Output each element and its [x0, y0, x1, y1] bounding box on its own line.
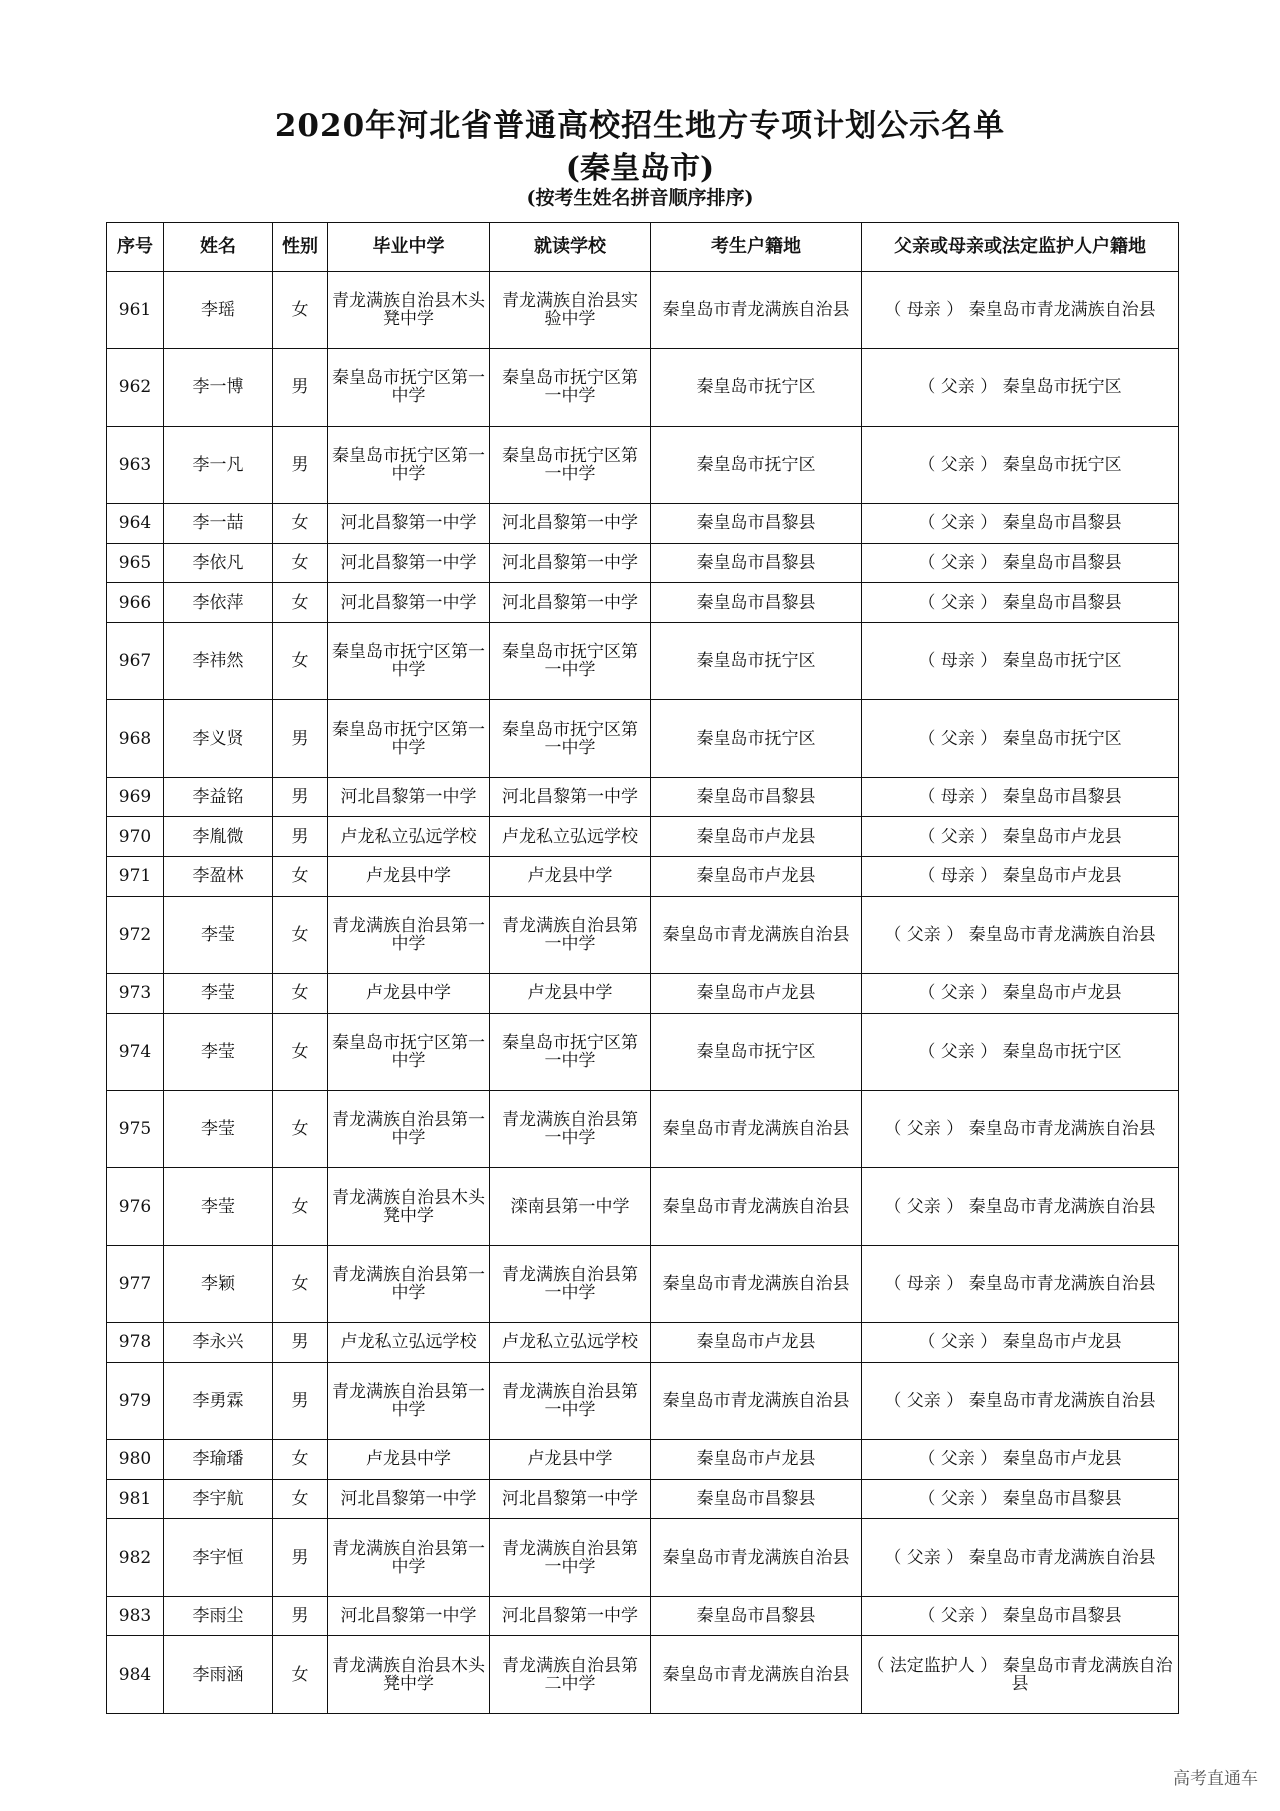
cell-guardian-household: （ 父亲 ） 秦皇岛市昌黎县 — [862, 543, 1179, 583]
cell-household: 秦皇岛市昌黎县 — [651, 1596, 862, 1636]
cell-seq: 978 — [107, 1323, 164, 1363]
table-row — [107, 817, 1179, 857]
cell-current-school: 青龙满族自治县第二中学 — [490, 1636, 651, 1714]
cell-grad-school: 青龙满族自治县木头凳中学 — [328, 1636, 490, 1714]
cell-grad-school: 河北昌黎第一中学 — [328, 583, 490, 623]
cell-seq: 968 — [107, 700, 164, 777]
cell-grad-school: 青龙满族自治县第一中学 — [328, 896, 490, 973]
cell-name: 李义贤 — [164, 700, 273, 777]
cell-grad-school: 青龙满族自治县第一中学 — [328, 1245, 490, 1322]
cell-guardian-household: （ 母亲 ） 秦皇岛市抚宁区 — [862, 623, 1179, 700]
cell-name: 李莹 — [164, 1013, 273, 1090]
cell-current-school: 卢龙私立弘远学校 — [490, 817, 651, 857]
cell-guardian-household: （ 父亲 ） 秦皇岛市卢龙县 — [862, 974, 1179, 1014]
cell-seq: 981 — [107, 1479, 164, 1519]
cell-gender: 女 — [273, 623, 328, 700]
cell-grad-school: 卢龙县中学 — [328, 1440, 490, 1480]
cell-name: 李莹 — [164, 974, 273, 1014]
cell-name: 李雨尘 — [164, 1596, 273, 1636]
cell-household: 秦皇岛市昌黎县 — [651, 1479, 862, 1519]
cell-seq: 982 — [107, 1519, 164, 1596]
cell-gender: 女 — [273, 1636, 328, 1714]
cell-gender: 女 — [273, 1479, 328, 1519]
cell-grad-school: 青龙满族自治县木头凳中学 — [328, 1168, 490, 1245]
cell-grad-school: 河北昌黎第一中学 — [328, 503, 490, 543]
cell-name: 李益铭 — [164, 777, 273, 817]
cell-grad-school: 秦皇岛市抚宁区第一中学 — [328, 426, 490, 503]
cell-current-school: 青龙满族自治县第一中学 — [490, 896, 651, 973]
cell-guardian-household: （ 父亲 ） 秦皇岛市青龙满族自治县 — [862, 1362, 1179, 1439]
cell-name: 李勇霖 — [164, 1362, 273, 1439]
page-subtitle: (秦皇岛市) — [565, 151, 715, 186]
cell-guardian-household: （ 父亲 ） 秦皇岛市昌黎县 — [862, 503, 1179, 543]
col-header-gender: 性别 — [273, 223, 328, 272]
table-header-row — [107, 223, 1179, 272]
cell-current-school: 卢龙县中学 — [490, 857, 651, 897]
cell-guardian-household: （ 父亲 ） 秦皇岛市卢龙县 — [862, 817, 1179, 857]
cell-seq: 983 — [107, 1596, 164, 1636]
cell-household: 秦皇岛市青龙满族自治县 — [651, 272, 862, 349]
cell-household: 秦皇岛市抚宁区 — [651, 623, 862, 700]
cell-current-school: 秦皇岛市抚宁区第一中学 — [490, 1013, 651, 1090]
table-row — [107, 1479, 1179, 1519]
cell-household: 秦皇岛市青龙满族自治县 — [651, 896, 862, 973]
cell-gender: 女 — [273, 543, 328, 583]
cell-grad-school: 河北昌黎第一中学 — [328, 777, 490, 817]
cell-seq: 976 — [107, 1168, 164, 1245]
col-header-grad-school: 毕业中学 — [328, 223, 490, 272]
table-row — [107, 1362, 1179, 1439]
cell-current-school: 河北昌黎第一中学 — [490, 1479, 651, 1519]
table-row — [107, 857, 1179, 897]
cell-gender: 男 — [273, 426, 328, 503]
cell-gender: 男 — [273, 349, 328, 426]
cell-current-school: 河北昌黎第一中学 — [490, 583, 651, 623]
table-row — [107, 974, 1179, 1014]
table-row — [107, 272, 1179, 349]
cell-grad-school: 河北昌黎第一中学 — [328, 543, 490, 583]
cell-current-school: 秦皇岛市抚宁区第一中学 — [490, 700, 651, 777]
cell-gender: 男 — [273, 1519, 328, 1596]
cell-grad-school: 青龙满族自治县木头凳中学 — [328, 272, 490, 349]
cell-guardian-household: （ 父亲 ） 秦皇岛市青龙满族自治县 — [862, 896, 1179, 973]
cell-household: 秦皇岛市青龙满族自治县 — [651, 1245, 862, 1322]
cell-seq: 964 — [107, 503, 164, 543]
cell-guardian-household: （ 父亲 ） 秦皇岛市卢龙县 — [862, 1323, 1179, 1363]
cell-household: 秦皇岛市昌黎县 — [651, 503, 862, 543]
cell-current-school: 青龙满族自治县第一中学 — [490, 1362, 651, 1439]
cell-household: 秦皇岛市青龙满族自治县 — [651, 1362, 862, 1439]
cell-gender: 女 — [273, 583, 328, 623]
table-row — [107, 426, 1179, 503]
col-header-current-school: 就读学校 — [490, 223, 651, 272]
cell-grad-school: 卢龙县中学 — [328, 857, 490, 897]
cell-household: 秦皇岛市青龙满族自治县 — [651, 1091, 862, 1168]
cell-guardian-household: （ 父亲 ） 秦皇岛市青龙满族自治县 — [862, 1519, 1179, 1596]
table-row — [107, 1596, 1179, 1636]
cell-household: 秦皇岛市抚宁区 — [651, 700, 862, 777]
cell-gender: 女 — [273, 1013, 328, 1090]
cell-household: 秦皇岛市青龙满族自治县 — [651, 1168, 862, 1245]
cell-grad-school: 秦皇岛市抚宁区第一中学 — [328, 349, 490, 426]
cell-name: 李宇航 — [164, 1479, 273, 1519]
cell-grad-school: 卢龙私立弘远学校 — [328, 817, 490, 857]
cell-seq: 975 — [107, 1091, 164, 1168]
cell-gender: 女 — [273, 1245, 328, 1322]
cell-grad-school: 河北昌黎第一中学 — [328, 1596, 490, 1636]
cell-gender: 女 — [273, 503, 328, 543]
table-row — [107, 1013, 1179, 1090]
col-header-household: 考生户籍地 — [651, 223, 862, 272]
table-row — [107, 896, 1179, 973]
cell-current-school: 青龙满族自治县第一中学 — [490, 1245, 651, 1322]
cell-current-school: 青龙满族自治县第一中学 — [490, 1091, 651, 1168]
table-row — [107, 1245, 1179, 1322]
cell-guardian-household: （ 父亲 ） 秦皇岛市抚宁区 — [862, 426, 1179, 503]
cell-name: 李颖 — [164, 1245, 273, 1322]
cell-grad-school: 卢龙县中学 — [328, 974, 490, 1014]
cell-name: 李一博 — [164, 349, 273, 426]
cell-grad-school: 秦皇岛市抚宁区第一中学 — [328, 1013, 490, 1090]
table-row — [107, 1091, 1179, 1168]
cell-household: 秦皇岛市卢龙县 — [651, 974, 862, 1014]
cell-guardian-household: （ 父亲 ） 秦皇岛市青龙满族自治县 — [862, 1168, 1179, 1245]
cell-current-school: 卢龙私立弘远学校 — [490, 1323, 651, 1363]
cell-name: 李胤微 — [164, 817, 273, 857]
cell-guardian-household: （ 法定监护人 ） 秦皇岛市青龙满族自治县 — [862, 1636, 1179, 1714]
cell-seq: 970 — [107, 817, 164, 857]
cell-seq: 969 — [107, 777, 164, 817]
cell-seq: 966 — [107, 583, 164, 623]
cell-name: 李永兴 — [164, 1323, 273, 1363]
cell-seq: 977 — [107, 1245, 164, 1322]
cell-household: 秦皇岛市抚宁区 — [651, 1013, 862, 1090]
cell-current-school: 河北昌黎第一中学 — [490, 1596, 651, 1636]
cell-gender: 男 — [273, 1362, 328, 1439]
cell-name: 李一喆 — [164, 503, 273, 543]
cell-name: 李莹 — [164, 1168, 273, 1245]
cell-household: 秦皇岛市卢龙县 — [651, 817, 862, 857]
cell-grad-school: 青龙满族自治县第一中学 — [328, 1362, 490, 1439]
cell-grad-school: 河北昌黎第一中学 — [328, 1479, 490, 1519]
cell-household: 秦皇岛市昌黎县 — [651, 543, 862, 583]
cell-current-school: 秦皇岛市抚宁区第一中学 — [490, 349, 651, 426]
table-body — [107, 272, 1179, 1714]
cell-grad-school: 青龙满族自治县第一中学 — [328, 1519, 490, 1596]
cell-guardian-household: （ 父亲 ） 秦皇岛市卢龙县 — [862, 1440, 1179, 1480]
cell-gender: 女 — [273, 896, 328, 973]
cell-name: 李莹 — [164, 896, 273, 973]
page-title: 2020年河北省普通高校招生地方专项计划公示名单 — [274, 108, 1006, 144]
cell-grad-school: 秦皇岛市抚宁区第一中学 — [328, 700, 490, 777]
cell-seq: 963 — [107, 426, 164, 503]
cell-name: 李依凡 — [164, 543, 273, 583]
table-row — [107, 349, 1179, 426]
cell-seq: 973 — [107, 974, 164, 1014]
col-header-guardian-household: 父亲或母亲或法定监护人户籍地 — [862, 223, 1179, 272]
cell-name: 李一凡 — [164, 426, 273, 503]
cell-grad-school: 青龙满族自治县第一中学 — [328, 1091, 490, 1168]
cell-name: 李盈林 — [164, 857, 273, 897]
table-row — [107, 543, 1179, 583]
cell-seq: 971 — [107, 857, 164, 897]
col-header-name: 姓名 — [164, 223, 273, 272]
cell-current-school: 青龙满族自治县实验中学 — [490, 272, 651, 349]
cell-guardian-household: （ 父亲 ） 秦皇岛市抚宁区 — [862, 349, 1179, 426]
cell-household: 秦皇岛市卢龙县 — [651, 1323, 862, 1363]
cell-current-school: 秦皇岛市抚宁区第一中学 — [490, 426, 651, 503]
cell-household: 秦皇岛市青龙满族自治县 — [651, 1636, 862, 1714]
table-row — [107, 503, 1179, 543]
cell-household: 秦皇岛市青龙满族自治县 — [651, 1519, 862, 1596]
table-row — [107, 1440, 1179, 1480]
cell-grad-school: 秦皇岛市抚宁区第一中学 — [328, 623, 490, 700]
cell-seq: 967 — [107, 623, 164, 700]
cell-household: 秦皇岛市昌黎县 — [651, 583, 862, 623]
table-row — [107, 777, 1179, 817]
cell-seq: 965 — [107, 543, 164, 583]
cell-current-school: 河北昌黎第一中学 — [490, 503, 651, 543]
sort-note: (按考生姓名拼音顺序排序) — [526, 187, 754, 209]
cell-gender: 女 — [273, 1440, 328, 1480]
table-row — [107, 1168, 1179, 1245]
cell-name: 李瑶 — [164, 272, 273, 349]
cell-current-school: 卢龙县中学 — [490, 974, 651, 1014]
cell-seq: 962 — [107, 349, 164, 426]
cell-household: 秦皇岛市抚宁区 — [651, 349, 862, 426]
cell-name: 李莹 — [164, 1091, 273, 1168]
cell-seq: 980 — [107, 1440, 164, 1480]
cell-gender: 男 — [273, 817, 328, 857]
cell-gender: 女 — [273, 1168, 328, 1245]
cell-name: 李祎然 — [164, 623, 273, 700]
cell-guardian-household: （ 父亲 ） 秦皇岛市抚宁区 — [862, 1013, 1179, 1090]
cell-household: 秦皇岛市卢龙县 — [651, 857, 862, 897]
cell-gender: 男 — [273, 1323, 328, 1363]
cell-current-school: 河北昌黎第一中学 — [490, 543, 651, 583]
table-row — [107, 583, 1179, 623]
table-row — [107, 1323, 1179, 1363]
cell-guardian-household: （ 父亲 ） 秦皇岛市青龙满族自治县 — [862, 1091, 1179, 1168]
table-row — [107, 700, 1179, 777]
cell-gender: 女 — [273, 974, 328, 1014]
cell-current-school: 滦南县第一中学 — [490, 1168, 651, 1245]
cell-name: 李瑜璠 — [164, 1440, 273, 1480]
col-header-seq: 序号 — [107, 223, 164, 272]
cell-guardian-household: （ 母亲 ） 秦皇岛市卢龙县 — [862, 857, 1179, 897]
cell-gender: 女 — [273, 272, 328, 349]
cell-gender: 男 — [273, 777, 328, 817]
table-row — [107, 623, 1179, 700]
cell-gender: 男 — [273, 700, 328, 777]
cell-seq: 979 — [107, 1362, 164, 1439]
cell-grad-school: 卢龙私立弘远学校 — [328, 1323, 490, 1363]
cell-guardian-household: （ 父亲 ） 秦皇岛市昌黎县 — [862, 1479, 1179, 1519]
table-row — [107, 1636, 1179, 1714]
cell-seq: 984 — [107, 1636, 164, 1714]
cell-seq: 974 — [107, 1013, 164, 1090]
cell-gender: 男 — [273, 1596, 328, 1636]
cell-name: 李宇恒 — [164, 1519, 273, 1596]
cell-household: 秦皇岛市卢龙县 — [651, 1440, 862, 1480]
cell-household: 秦皇岛市昌黎县 — [651, 777, 862, 817]
cell-current-school: 秦皇岛市抚宁区第一中学 — [490, 623, 651, 700]
cell-seq: 972 — [107, 896, 164, 973]
cell-guardian-household: （ 父亲 ） 秦皇岛市昌黎县 — [862, 1596, 1179, 1636]
roster-table — [106, 222, 1179, 1714]
cell-guardian-household: （ 母亲 ） 秦皇岛市青龙满族自治县 — [862, 1245, 1179, 1322]
cell-name: 李依萍 — [164, 583, 273, 623]
table-row — [107, 1519, 1179, 1596]
cell-gender: 女 — [273, 857, 328, 897]
cell-seq: 961 — [107, 272, 164, 349]
cell-current-school: 河北昌黎第一中学 — [490, 777, 651, 817]
cell-guardian-household: （ 母亲 ） 秦皇岛市昌黎县 — [862, 777, 1179, 817]
cell-gender: 女 — [273, 1091, 328, 1168]
cell-guardian-household: （ 父亲 ） 秦皇岛市抚宁区 — [862, 700, 1179, 777]
cell-guardian-household: （ 母亲 ） 秦皇岛市青龙满族自治县 — [862, 272, 1179, 349]
watermark-text: 高考直通车 — [1173, 1769, 1258, 1789]
cell-household: 秦皇岛市抚宁区 — [651, 426, 862, 503]
cell-name: 李雨涵 — [164, 1636, 273, 1714]
cell-current-school: 青龙满族自治县第一中学 — [490, 1519, 651, 1596]
cell-guardian-household: （ 父亲 ） 秦皇岛市昌黎县 — [862, 583, 1179, 623]
cell-current-school: 卢龙县中学 — [490, 1440, 651, 1480]
